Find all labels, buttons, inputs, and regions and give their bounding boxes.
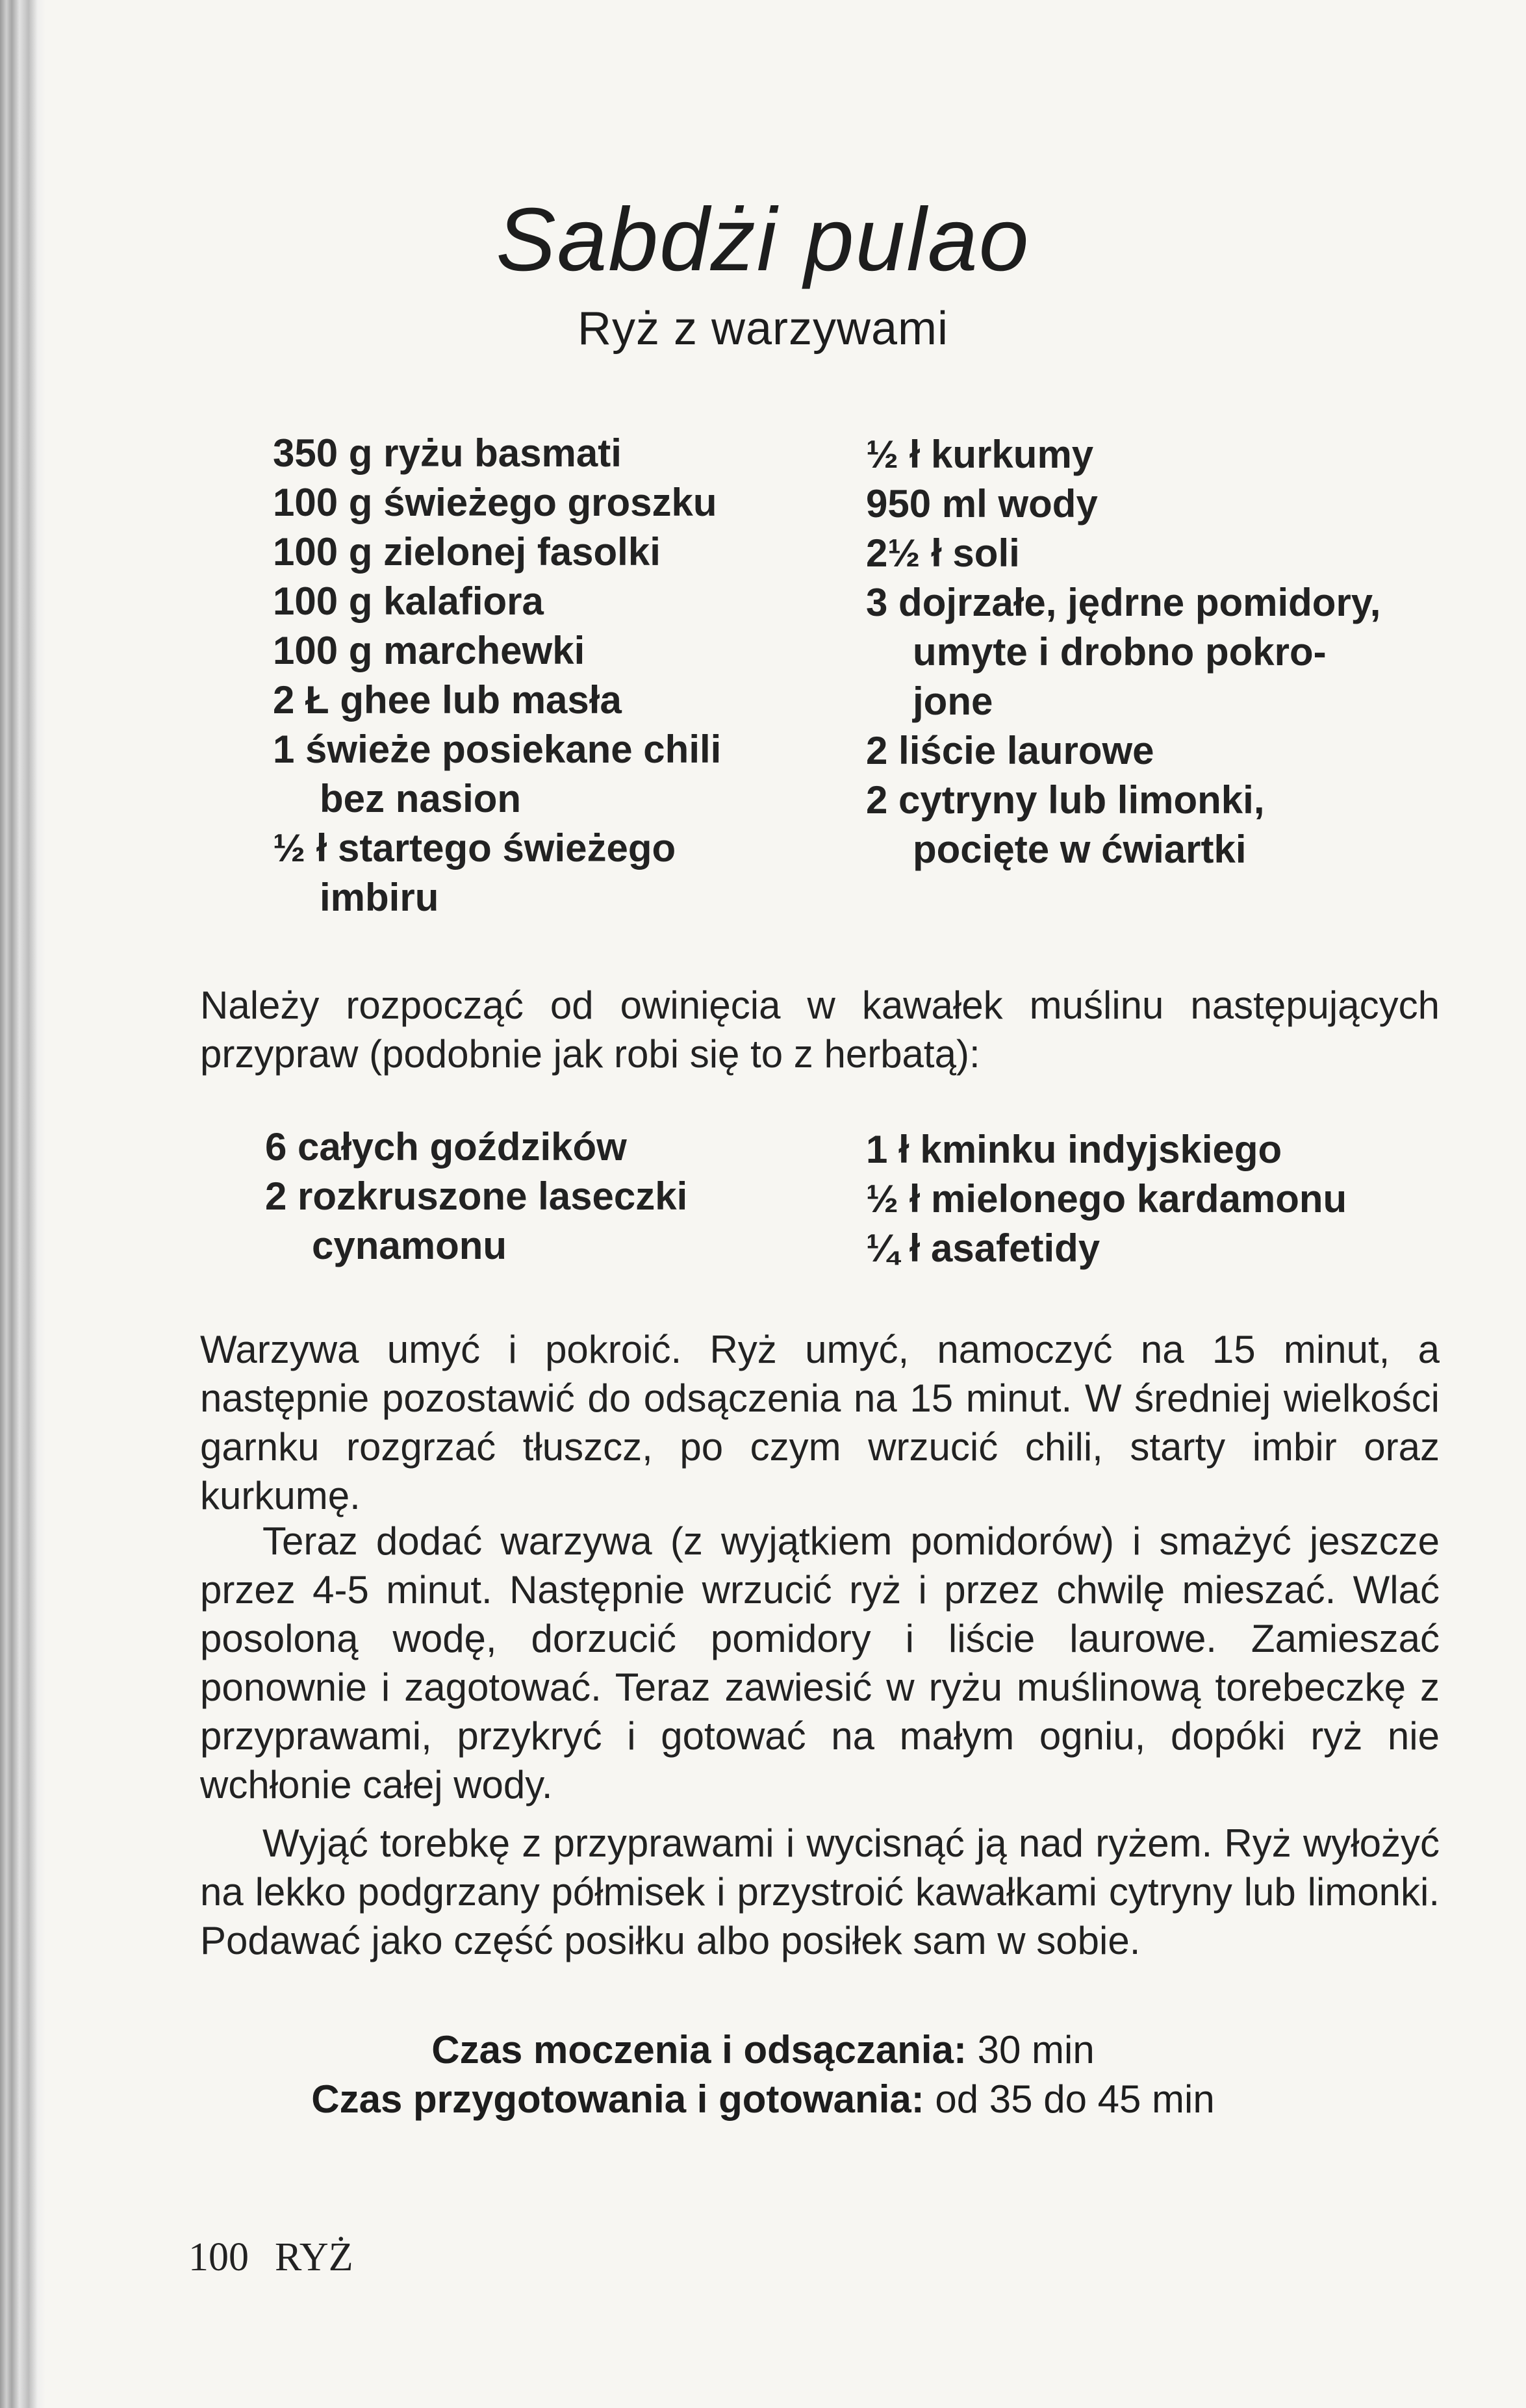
ingredient-item: 2 cytryny lub limonki, pocięte w ćwiartki [866, 778, 1265, 871]
spice-item: ¼ ł asafetidy [866, 1226, 1100, 1270]
cook-time-value: od 35 do 45 min [935, 2077, 1215, 2121]
spices-left-list [265, 1122, 687, 1271]
section-name: RYŻ [275, 2235, 353, 2279]
method-paragraph-3: Wyjąć torebkę z przyprawami i wycisnąć ją nad ryżem. Ryż wyłożyć na lekko podgrzany półmisek i przystroić kawałkami cytryny lub limonki. Podawać jako część posiłku albo posiłek sam w sobie. [200, 1821, 1440, 1962]
ingredient-item: 950 ml wody [866, 482, 1098, 526]
ingredient-item: 2 Ł ghee lub masła [273, 678, 622, 722]
soak-time-label: Czas moczenia i odsączania: [431, 2028, 967, 2072]
ingredient-item: 350 g ryżu basmati [273, 431, 622, 475]
ingredients-left-list [273, 429, 721, 922]
spice-item: 6 całych goździków [265, 1125, 627, 1169]
spice-intro-paragraph: Należy rozpocząć od owinięcia w kawałek muślinu następujących przypraw (podobnie jak robi się to z herbatą): [200, 983, 1440, 1076]
ingredient-item: 2½ ł soli [866, 531, 1020, 575]
soak-time-line [0, 2025, 1526, 2075]
ingredient-item: 100 g świeżego groszku [273, 481, 717, 524]
page-footer [188, 2235, 379, 2281]
ingredient-item: ½ ł kurkumy [866, 433, 1094, 476]
spice-item: ½ ł mielonego kardamonu [866, 1177, 1347, 1221]
spice-item: 2 rozkruszone laseczki cynamonu [265, 1174, 688, 1267]
ingredient-item: 3 dojrzałe, jędrne pomidory, umyte i drobno pokro- jone [866, 581, 1381, 723]
ingredient-item: 100 g marchewki [273, 629, 585, 672]
soak-time-value: 30 min [977, 2028, 1095, 2072]
page-number: 100 [188, 2235, 249, 2279]
method-paragraph-1: Warzywa umyć i pokroić. Ryż umyć, namoczyć na 15 minut, a następnie pozostawić do odsączenia na 15 minut. W średniej wielkości garnku rozgrzać tłuszcz, po czym wrzucić chili, starty imbir oraz kurkumę. [200, 1328, 1440, 1517]
spice-item: 1 ł kminku indyjskiego [866, 1128, 1282, 1171]
ingredient-item: 100 g kalafiora [273, 579, 544, 623]
method-paragraph-2: Teraz dodać warzywa (z wyjątkiem pomidorów) i smażyć jeszcze przez 4-5 minut. Następnie wrzucić ryż i przez chwilę mieszać. Wlać posoloną wodę, dorzucić pomidory i liście laurowe. Zamieszać ponownie i zagotować. Teraz zawiesić w ryżu muślinową torebeczkę z przyprawami, przykryć i gotować na małym ogniu, dopóki ryż nie wchłonie całej wody. [200, 1519, 1440, 1806]
ingredients-right-list [866, 430, 1380, 874]
cook-time-label: Czas przygotowania i gotowania: [311, 2077, 924, 2121]
cook-time-line [0, 2075, 1526, 2124]
ingredient-item: 2 liście laurowe [866, 729, 1154, 772]
recipe-subtitle: Ryż z warzywami [577, 303, 949, 355]
spices-right-list [866, 1125, 1347, 1273]
ingredient-item: ½ ł startego świeżego imbiru [273, 826, 676, 919]
ingredient-item: 1 świeże posiekane chili bez nasion [273, 728, 722, 820]
ingredient-item: 100 g zielonej fasolki [273, 530, 661, 574]
recipe-title: Sabdżi pulao [496, 190, 1030, 290]
